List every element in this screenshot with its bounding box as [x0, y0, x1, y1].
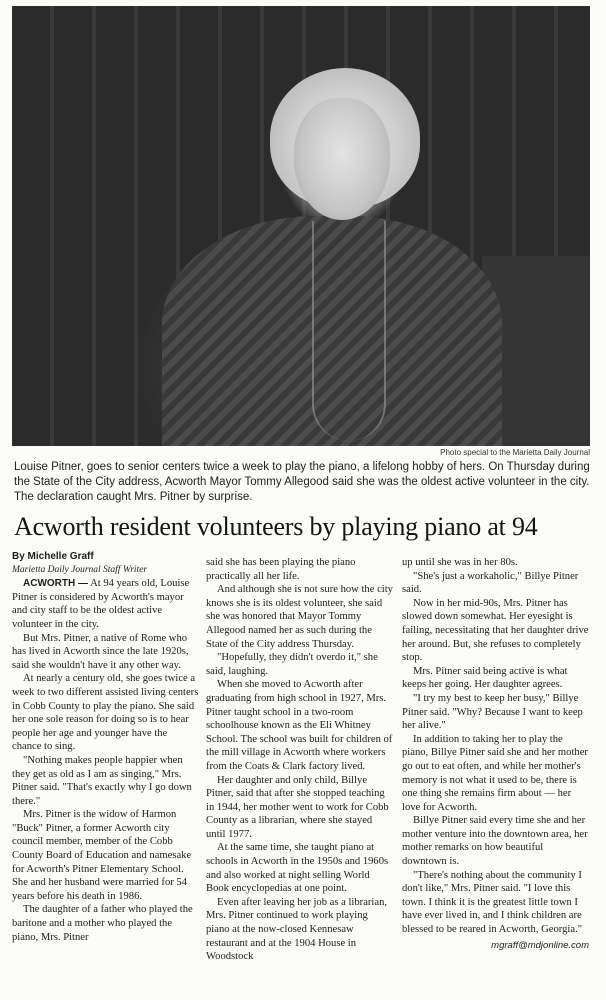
dateline: ACWORTH — [23, 578, 88, 590]
paragraph: At nearly a century old, she goes twice a week to two different assisted living centers in Cobb County to play the piano. She said her one sole reason for doing so is to hear people her age and younger have the chance to sing. [12, 673, 199, 753]
paragraph: "There's nothing about the community I don't like," Mrs. Pitner said. "I love this town. I think it is the greatest little town I have ever lived in, and I think children are blessed to be reared in Acworth, Georgia." [402, 869, 583, 936]
article-photo [12, 6, 590, 446]
photo-subject-face [294, 98, 390, 220]
photo-caption: Louise Pitner, goes to senior centers twice a week to play the piano, a lifelong hobby of hers. On Thursday during the State of the City address, Acworth Mayor Tommy Allegood said she was the oldest active volunteer in the city. The declaration caught Mrs. Pitner by surprise. [14, 461, 590, 503]
article-column-3 [402, 556, 589, 952]
paragraph: But Mrs. Pitner, a native of Rome who has lived in Acworth since the late 1920s, said she wouldn't have it any other way. [12, 632, 189, 671]
paragraph: "I try my best to keep her busy," Billye Pitner said. "Why? Because I want to keep her alive." [402, 692, 583, 732]
paragraph: Now in her mid-90s, Mrs. Pitner has slowed down somewhat. Her eyesight is failing, necessitating that her daughter drive her around. But, she refuses to completely stop. [402, 597, 589, 664]
article-headline: Acworth resident volunteers by playing piano at 94 [14, 512, 538, 541]
paragraph: Billye Pitner said every time she and her mother venture into the downtown area, her mother remarks on how beautiful downtown is. [402, 815, 588, 868]
article-column-1 [12, 550, 199, 944]
photo-subject-necklace [312, 221, 386, 441]
paragraph: At the same time, she taught piano at schools in Acworth in the 1950s and 1960s and also worked at night selling World Book encyclopedias at one point. [206, 842, 389, 895]
photo-credit: Photo special to the Marietta Daily Journal [440, 448, 590, 457]
paragraph: "Hopefully, they didn't overdo it," she said, laughing. [206, 652, 378, 677]
paragraph: When she moved to Acworth after graduating from high school in 1927, Mrs. Pitner taught school in a two-room schoolhouse known as the Eli Whitney School. The school was built for children of the mill village in Acworth where workers from the Coats & Clark factory lived. [206, 679, 393, 772]
paragraph: "Nothing makes people happier when they get as old as I am as singing," Mrs. Pitner said. "That's exactly why I go down there." [12, 754, 192, 807]
paragraph: up until she was in her 80s. [402, 557, 518, 568]
author-email: mgraff@mdjonline.com [491, 939, 589, 951]
paragraph: Her daughter and only child, Billye Pitner, said that after she stopped teaching in 1944, her mother went to work for Cobb County as a librarian, where she stayed until 1977. [206, 774, 389, 840]
paragraph: Mrs. Pitner said being active is what keeps her going. Her daughter agrees. [402, 665, 568, 691]
byline-role: Marietta Daily Journal Staff Writer [12, 564, 148, 575]
article-column-2 [206, 556, 393, 964]
paragraph: In addition to taking her to play the piano, Billye Pitner said she and her mother go out to eat often, and while her mother's memory is not what it used to be, there is one thing she remains firm about — her love for Acworth. [402, 733, 588, 813]
paragraph: Even after leaving her job as a librarian, Mrs. Pitner continued to work playing piano at the now-closed Kennesaw restaurant and at the 1904 House in Woodstock [206, 896, 388, 963]
paragraph: And although she is not sure how the city knows she is its oldest volunteer, she said she was honored that Mayor Tommy Allegood named her as such during the State of the City address Thursday. [206, 584, 393, 650]
paragraph: Mrs. Pitner is the widow of Harmon "Buck" Pitner, a former Acworth city council member, member of the Cobb County Board of Education and namesake for Acworth's Pitner Elementary School. She and her husband were married for 54 years before his death in 1986. [12, 809, 192, 902]
paragraph: "She's just a workaholic," Billye Pitner said. [402, 570, 579, 596]
byline-author: By Michelle Graff [12, 551, 94, 562]
paragraph: ACWORTH — At 94 years old, Louise Pitner is considered by Acworth's mayor and city staff to be the oldest active volunteer in the city. [12, 578, 190, 630]
paragraph: said she has been playing the piano practically all her life. [206, 557, 356, 582]
paragraph: The daughter of a father who played the baritone and a mother who played the piano, Mrs. Pitner [12, 904, 193, 943]
